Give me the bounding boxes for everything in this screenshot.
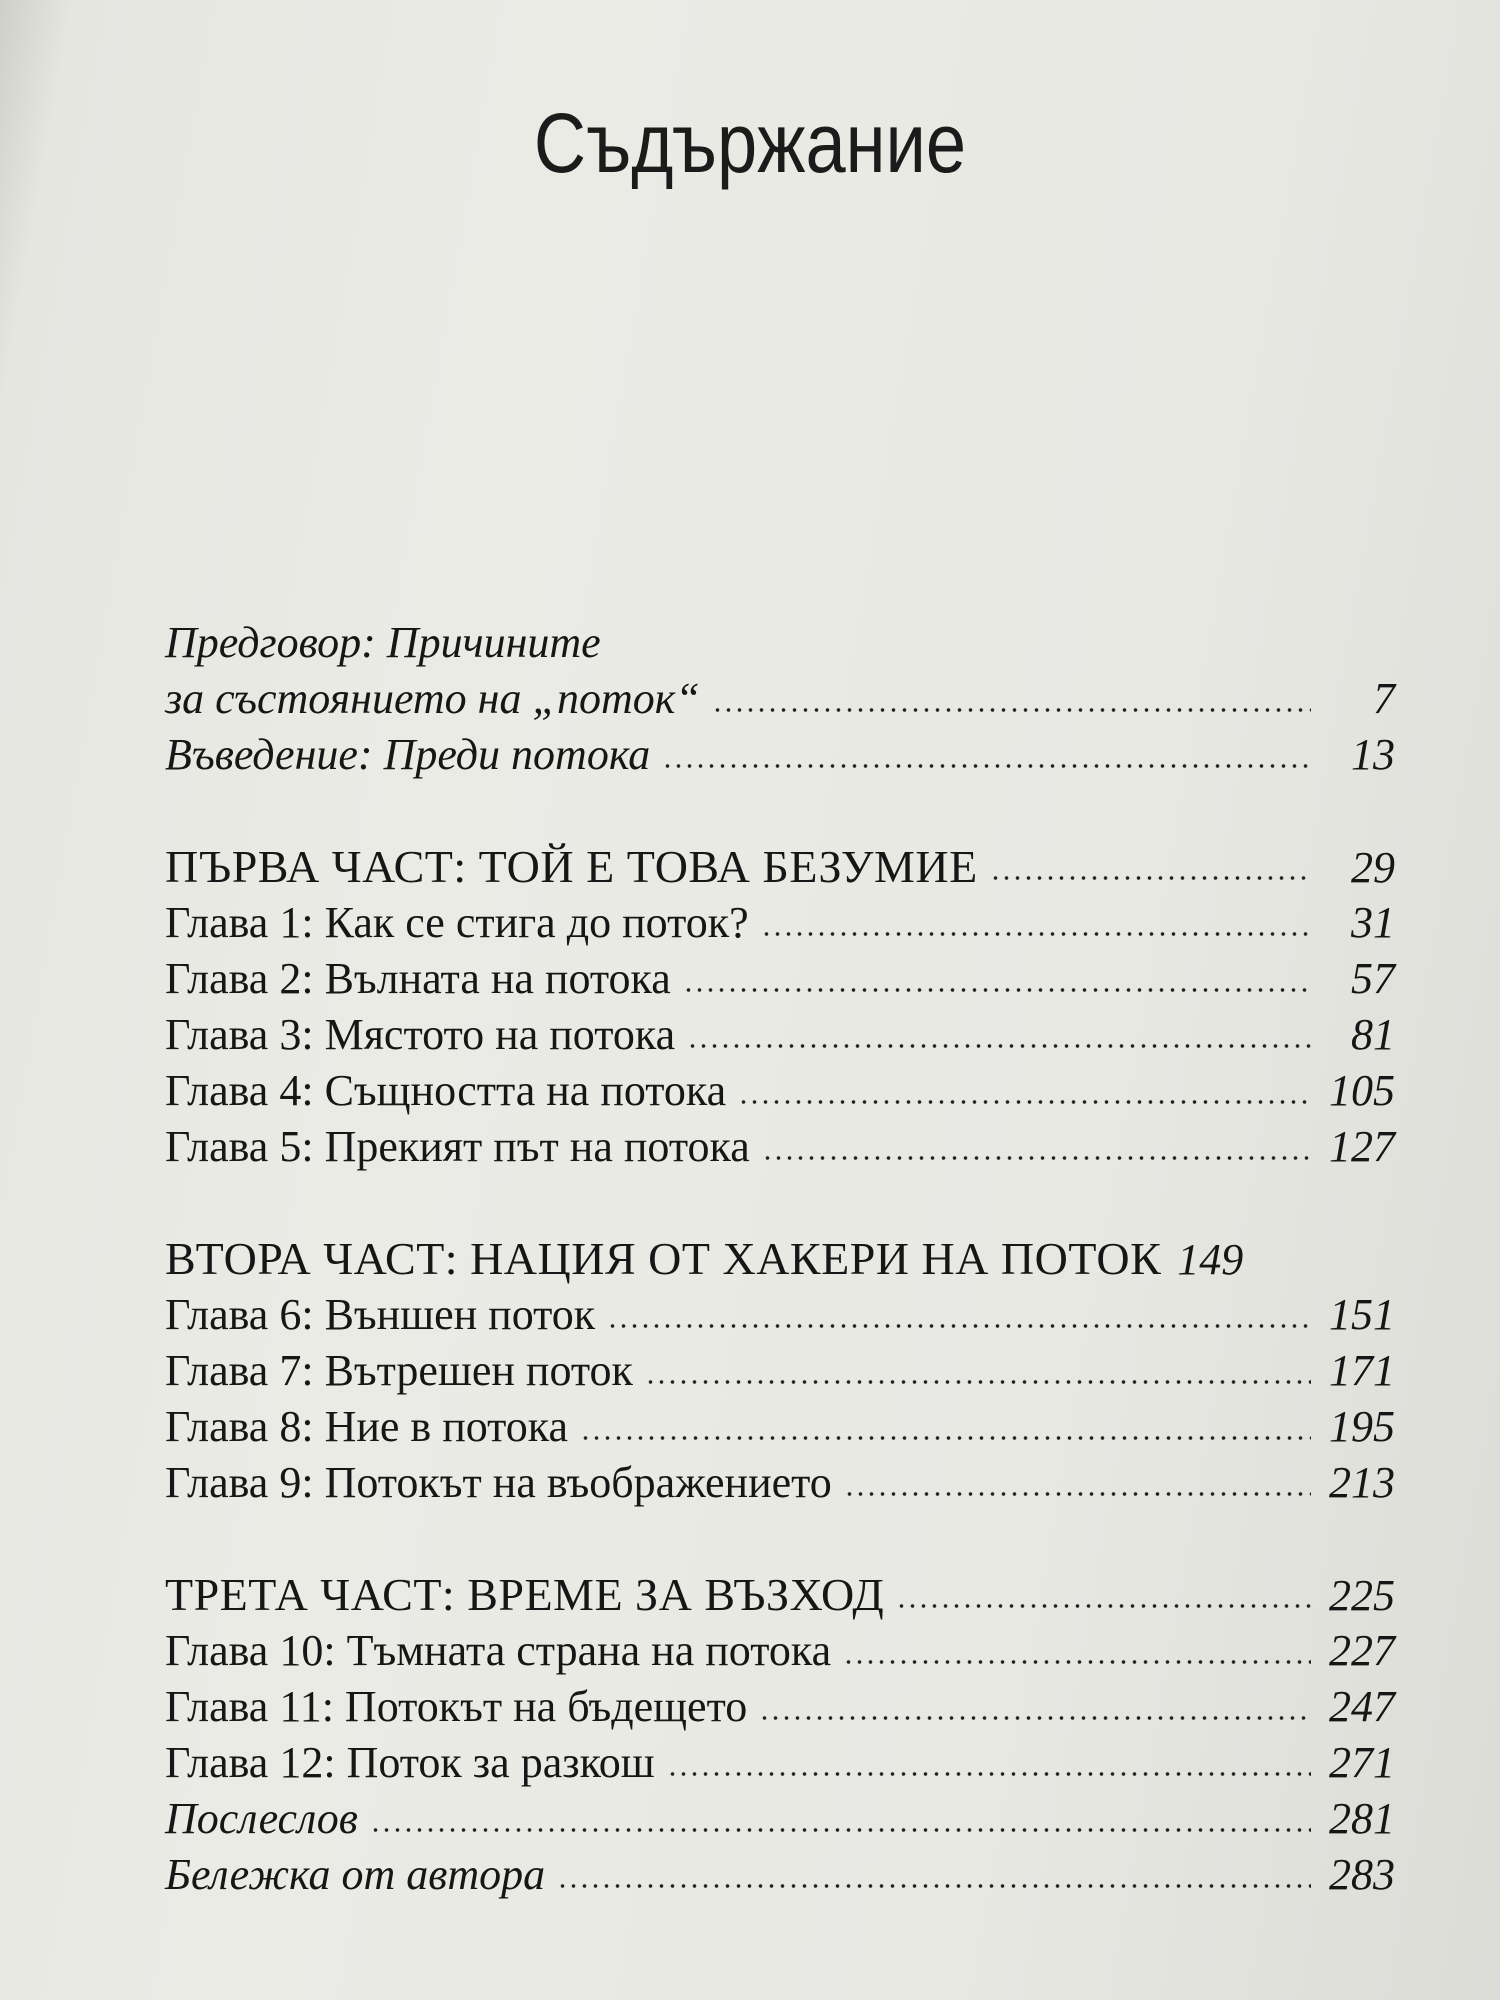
dot-leader — [759, 1714, 1311, 1722]
page-number: 151 — [1329, 1290, 1395, 1339]
toc-part-2 — [165, 1231, 1395, 1287]
page-number: 281 — [1329, 1794, 1395, 1843]
page-number: 127 — [1329, 1122, 1395, 1171]
toc-entry-afterword — [165, 1791, 1395, 1847]
dot-leader — [370, 1826, 1311, 1834]
toc-chapter-7 — [165, 1343, 1395, 1399]
dot-leader — [667, 1770, 1311, 1778]
page-number: 247 — [1329, 1682, 1395, 1731]
dot-leader — [662, 762, 1311, 770]
toc-entry-introduction — [165, 727, 1395, 783]
toc-chapter-2 — [165, 951, 1395, 1007]
toc-chapter-10 — [165, 1623, 1395, 1679]
page-number: 195 — [1329, 1402, 1395, 1451]
dot-leader — [738, 1098, 1311, 1106]
page-number: 213 — [1329, 1458, 1395, 1507]
toc-entry-label: Глава 8: Ние в потока — [165, 1402, 569, 1451]
toc-entry-foreword — [165, 615, 1395, 671]
page-number: 13 — [1351, 730, 1395, 779]
page-number: 271 — [1329, 1738, 1395, 1787]
dot-leader — [844, 1490, 1311, 1498]
page-number: 81 — [1351, 1010, 1395, 1059]
toc-entry-label: Глава 6: Външен поток — [165, 1290, 596, 1339]
toc-entry-label: Глава 11: Потокът на бъдещето — [165, 1682, 748, 1731]
toc-entry-label: Глава 9: Потокът на въображението — [165, 1458, 832, 1507]
page-number: 171 — [1329, 1346, 1395, 1395]
page-number: 57 — [1351, 954, 1395, 1003]
dot-leader — [762, 1154, 1311, 1162]
dot-leader — [683, 986, 1311, 994]
dot-leader — [580, 1434, 1311, 1442]
dot-leader — [843, 1658, 1311, 1666]
spacer — [165, 783, 1395, 839]
toc-entry-label: за състоянието на „поток“ — [165, 674, 700, 723]
dot-leader — [990, 874, 1311, 882]
toc-part-label: ТРЕТА ЧАСТ: ВРЕМЕ ЗА ВЪЗХОД — [165, 1569, 885, 1620]
page-number: 31 — [1351, 898, 1395, 947]
toc-entry-label: Глава 12: Поток за разкош — [165, 1738, 655, 1787]
toc-part-label: ВТОРА ЧАСТ: НАЦИЯ ОТ ХАКЕРИ НА ПОТОК — [165, 1233, 1162, 1284]
spacer — [165, 1175, 1395, 1231]
toc-entry-label: Глава 7: Вътрешен поток — [165, 1346, 633, 1395]
toc-chapter-12 — [165, 1735, 1395, 1791]
table-of-contents — [165, 615, 1395, 1903]
toc-entry-label: Бележка от автора — [165, 1850, 546, 1899]
page-title: Съдържание — [533, 96, 967, 190]
toc-entry-label: Глава 10: Тъмната страна на потока — [165, 1626, 832, 1675]
page-number: 29 — [1351, 843, 1395, 892]
toc-chapter-3 — [165, 1007, 1395, 1063]
page-number: 149 — [1177, 1235, 1244, 1284]
toc-chapter-9 — [165, 1455, 1395, 1511]
toc-chapter-5 — [165, 1119, 1395, 1175]
toc-chapter-8 — [165, 1399, 1395, 1455]
spacer — [165, 1511, 1395, 1567]
dot-leader — [712, 706, 1311, 714]
dot-leader — [687, 1042, 1311, 1050]
toc-chapter-11 — [165, 1679, 1395, 1735]
toc-part-label: ПЪРВА ЧАСТ: ТОЙ Е ТОВА БЕЗУМИЕ — [165, 841, 978, 892]
toc-entry-label: Предговор: Причините — [165, 618, 601, 667]
page-number: 225 — [1329, 1571, 1395, 1620]
dot-leader — [607, 1322, 1311, 1330]
toc-entry-label: Глава 2: Вълната на потока — [165, 954, 671, 1003]
toc-part-1 — [165, 839, 1395, 895]
toc-chapter-1 — [165, 895, 1395, 951]
page-number: 283 — [1329, 1850, 1395, 1899]
dot-leader — [557, 1882, 1311, 1890]
toc-chapter-6 — [165, 1287, 1395, 1343]
toc-entry-label: Глава 5: Прекият път на потока — [165, 1122, 750, 1171]
page-number: 227 — [1329, 1626, 1395, 1675]
toc-entry-label: Глава 3: Мястото на потока — [165, 1010, 676, 1059]
toc-entry-label: Глава 1: Как се стига до поток? — [165, 898, 749, 947]
page-number: 105 — [1329, 1066, 1395, 1115]
dot-leader — [761, 930, 1311, 938]
toc-part-3 — [165, 1567, 1395, 1623]
toc-entry-foreword-cont — [165, 671, 1395, 727]
toc-entry-author-note — [165, 1847, 1395, 1903]
page-number: 7 — [1373, 674, 1395, 723]
toc-entry-label: Глава 4: Същността на потока — [165, 1066, 727, 1115]
dot-leader — [645, 1378, 1311, 1386]
toc-entry-label: Въведение: Преди потока — [165, 730, 651, 779]
toc-chapter-4 — [165, 1063, 1395, 1119]
dot-leader — [896, 1602, 1311, 1610]
toc-entry-label: Послеслов — [165, 1794, 358, 1843]
